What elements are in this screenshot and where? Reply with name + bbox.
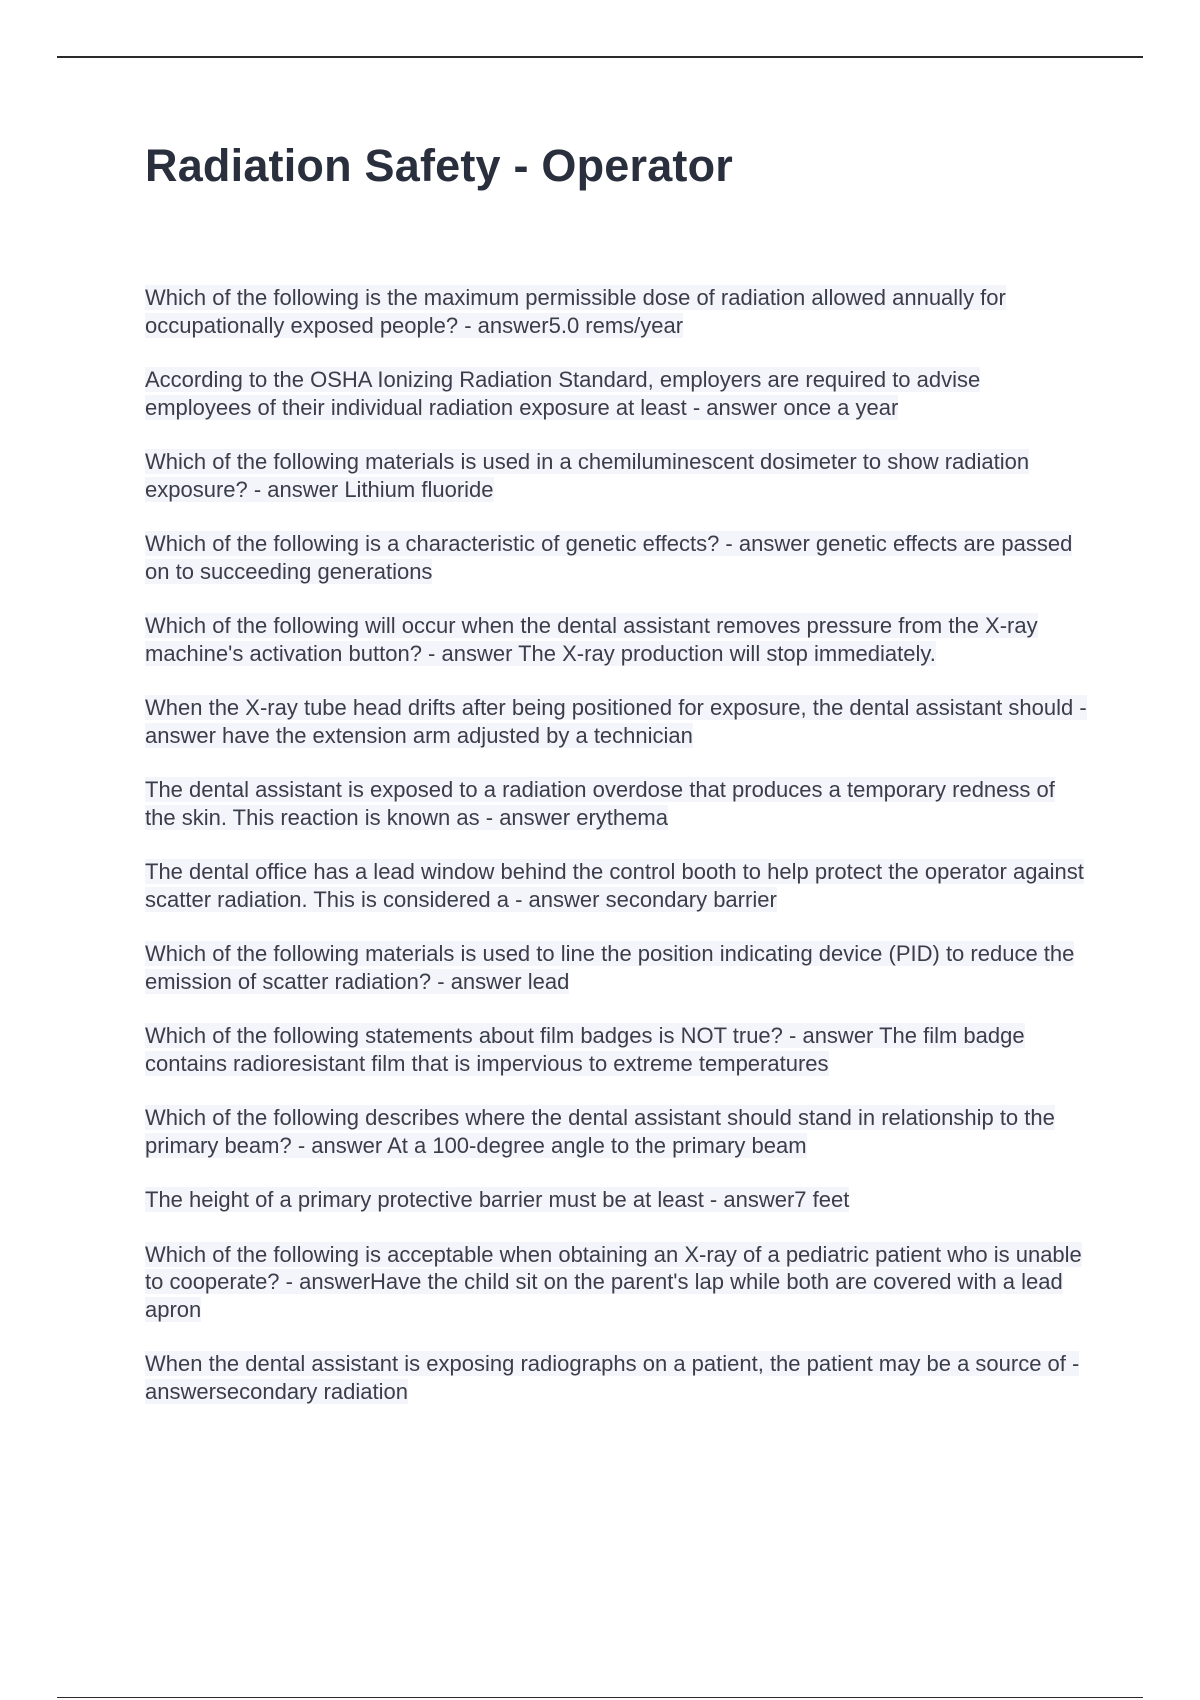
qa-text: Which of the following is a characteristic of genetic effects? - answer genetic effects are passed on to succeeding generations [145, 531, 1073, 584]
qa-item [145, 284, 1090, 339]
qa-text: The dental assistant is exposed to a radiation overdose that produces a temporary redness of the skin. This reaction is known as - answer erythema [145, 777, 1055, 830]
bottom-divider [57, 1697, 1143, 1698]
qa-item [145, 694, 1090, 749]
qa-text: The dental office has a lead window behind the control booth to help protect the operator against scatter radiation. This is considered a - answer secondary barrier [145, 859, 1084, 912]
qa-text: Which of the following statements about film badges is NOT true? - answer The film badge contains radioresistant film that is impervious to extreme temperatures [145, 1023, 1025, 1076]
qa-text: Which of the following is the maximum permissible dose of radiation allowed annually for occupationally exposed people? - answer5.0 rems/year [145, 285, 1006, 338]
qa-item [145, 612, 1090, 667]
qa-text: Which of the following materials is used to line the position indicating device (PID) to reduce the emission of scatter radiation? - answer lead [145, 941, 1075, 994]
qa-list [145, 284, 1090, 1432]
qa-item [145, 448, 1090, 503]
qa-text: Which of the following describes where the dental assistant should stand in relationship to the primary beam? - answer At a 100-degree angle to the primary beam [145, 1105, 1055, 1158]
qa-item [145, 366, 1090, 421]
qa-item [145, 776, 1090, 831]
qa-text: The height of a primary protective barrier must be at least - answer7 feet [145, 1187, 850, 1212]
qa-item [145, 530, 1090, 585]
qa-item [145, 1022, 1090, 1077]
qa-item [145, 1186, 1090, 1214]
qa-item [145, 1241, 1090, 1324]
qa-item [145, 1350, 1090, 1405]
qa-text: Which of the following will occur when the dental assistant removes pressure from the X-ray machine's activation button? - answer The X-ray production will stop immediately. [145, 613, 1038, 666]
qa-item [145, 940, 1090, 995]
qa-text: When the dental assistant is exposing radiographs on a patient, the patient may be a source of - answersecondary radiation [145, 1351, 1080, 1404]
qa-item [145, 1104, 1090, 1159]
qa-item [145, 858, 1090, 913]
page-title: Radiation Safety - Operator [145, 140, 734, 191]
qa-text: According to the OSHA Ionizing Radiation Standard, employers are required to advise employees of their individual radiation exposure at least - answer once a year [145, 367, 981, 420]
qa-text: When the X-ray tube head drifts after being positioned for exposure, the dental assistant should - answer have the extension arm adjusted by a technician [145, 695, 1087, 748]
qa-text: Which of the following materials is used in a chemiluminescent dosimeter to show radiation exposure? - answer Lithium fluoride [145, 449, 1030, 502]
qa-text: Which of the following is acceptable when obtaining an X-ray of a pediatric patient who is unable to cooperate? - answerHave the child sit on the parent's lap while both are covered with a lead apron [145, 1241, 1082, 1322]
top-divider [57, 56, 1143, 58]
